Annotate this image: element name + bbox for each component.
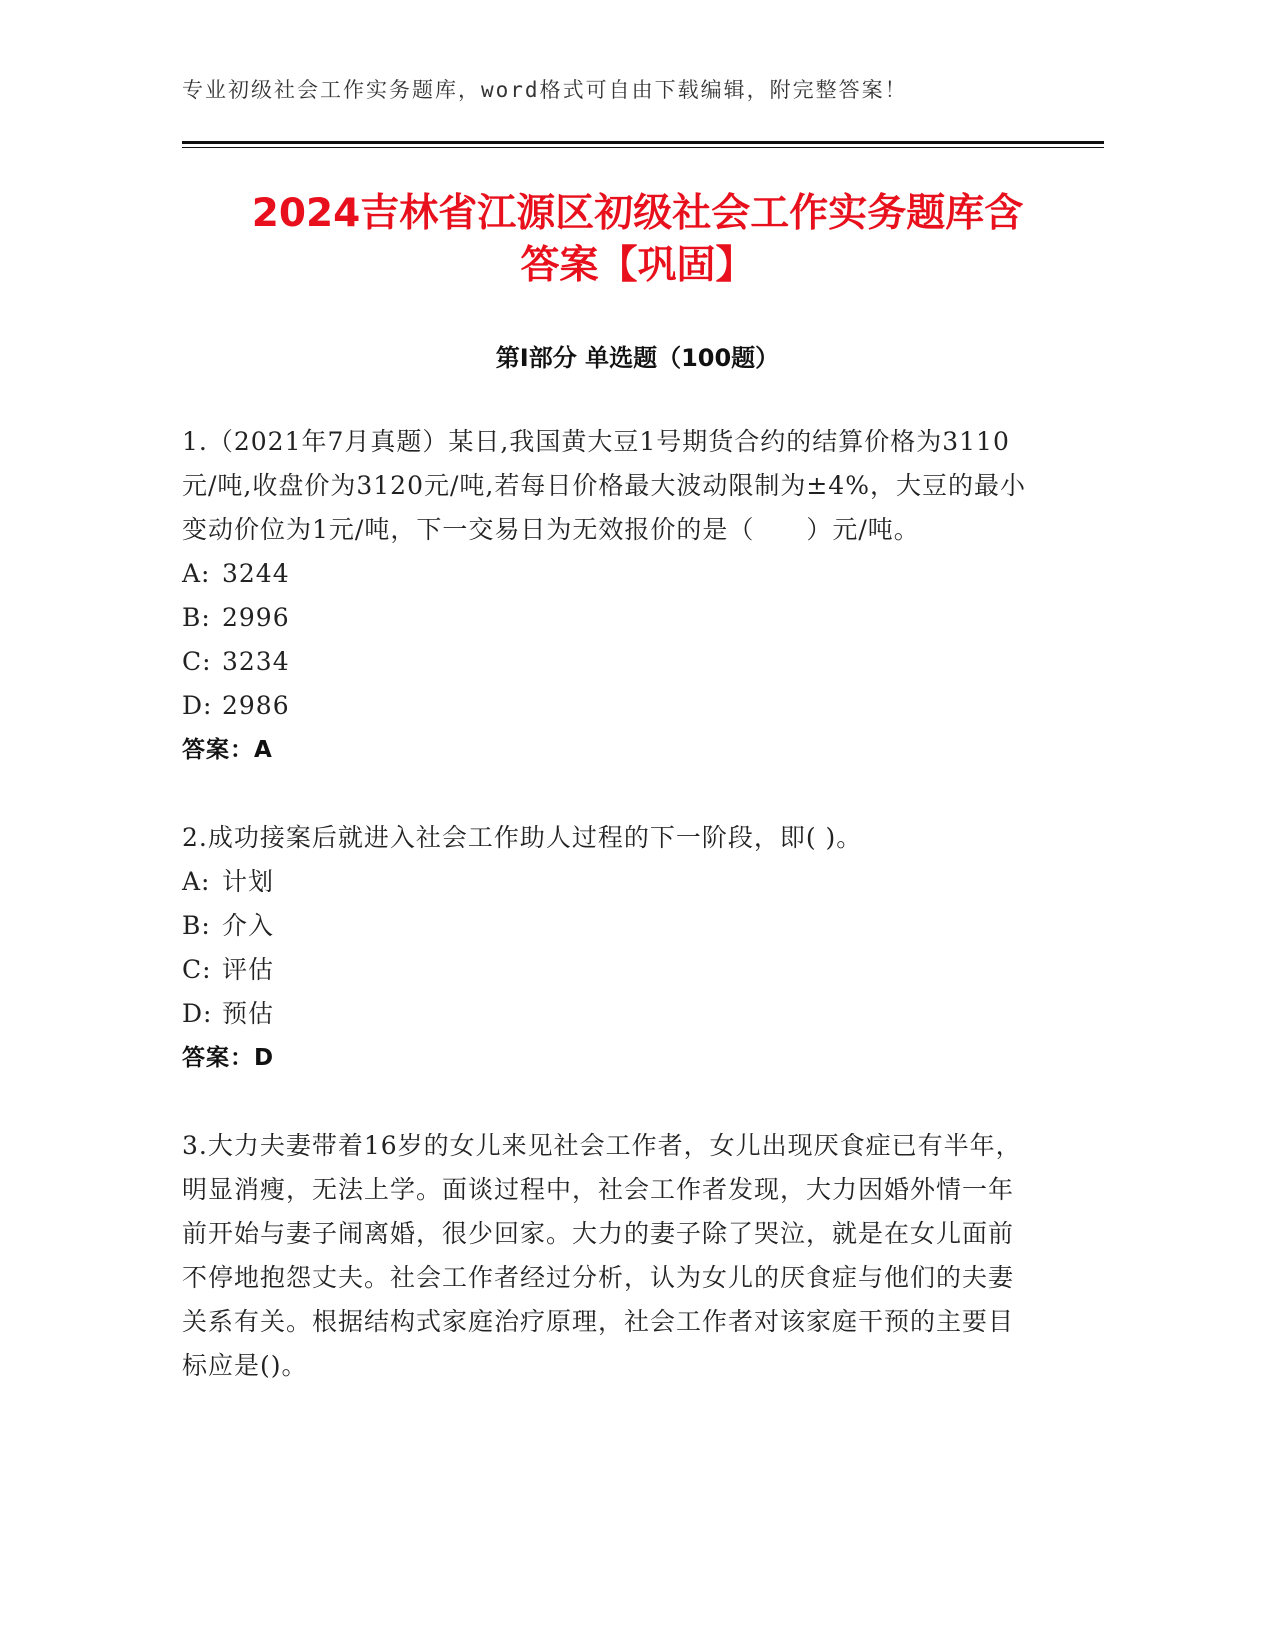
option-letter: D:	[182, 691, 213, 720]
document-title	[150, 188, 1125, 292]
option-text: 计划	[222, 867, 275, 896]
option-letter: B:	[182, 911, 211, 940]
option-d	[182, 684, 1032, 728]
option-b	[182, 904, 1032, 948]
question-1	[182, 420, 1032, 772]
option-b	[182, 596, 1032, 640]
header-note: 专业初级社会工作实务题库，word格式可自由下载编辑，附完整答案！	[182, 78, 908, 102]
option-c	[182, 640, 1032, 684]
header-divider-thin	[182, 147, 1104, 148]
title-line-1: 2024吉林省江源区初级社会工作实务题库含	[251, 191, 1024, 236]
option-d	[182, 992, 1032, 1036]
question-list	[182, 420, 1032, 1432]
option-text: 评估	[222, 955, 275, 984]
option-letter: C:	[182, 647, 212, 676]
answer-line: 答案：D	[182, 1045, 275, 1071]
section-heading: 第Ⅰ部分 单选题（100题）	[495, 344, 780, 372]
option-a	[182, 552, 1032, 596]
option-letter: D:	[182, 999, 213, 1028]
option-letter: B:	[182, 603, 211, 632]
option-text: 2986	[222, 691, 290, 720]
answer-line: 答案：A	[182, 737, 273, 763]
option-text: 2996	[222, 603, 290, 632]
option-letter: A:	[182, 867, 211, 896]
option-text: 3244	[222, 559, 290, 588]
option-letter: A:	[182, 559, 211, 588]
option-text: 3234	[222, 647, 290, 676]
option-a	[182, 860, 1032, 904]
question-text: 1.（2021年7月真题）某日,我国黄大豆1号期货合约的结算价格为3110元/吨,收盘价为3120元/吨,若每日价格最大波动限制为±4%，大豆的最小变动价位为1元/吨，下一交易日为无效报价的是（ ）元/吨。	[182, 427, 1026, 544]
title-line-2: 答案【巩固】	[520, 243, 755, 288]
question-3	[182, 1124, 1032, 1388]
option-c	[182, 948, 1032, 992]
question-text: 2.成功接案后就进入社会工作助人过程的下一阶段，即( )。	[182, 823, 863, 852]
option-letter: C:	[182, 955, 212, 984]
question-2	[182, 816, 1032, 1080]
option-text: 预估	[222, 999, 275, 1028]
header-divider-thick	[182, 141, 1104, 144]
option-text: 介入	[222, 911, 275, 940]
question-text: 3.大力夫妻带着16岁的女儿来见社会工作者，女儿出现厌食症已有半年，明显消瘦，无法上学。面谈过程中，社会工作者发现，大力因婚外情一年前开始与妻子闹离婚，很少回家。大力的妻子除了哭泣，就是在女儿面前不停地抱怨丈夫。社会工作者经过分析，认为女儿的厌食症与他们的夫妻关系有关。根据结构式家庭治疗原理，社会工作者对该家庭干预的主要目标应是()。	[182, 1131, 1022, 1380]
